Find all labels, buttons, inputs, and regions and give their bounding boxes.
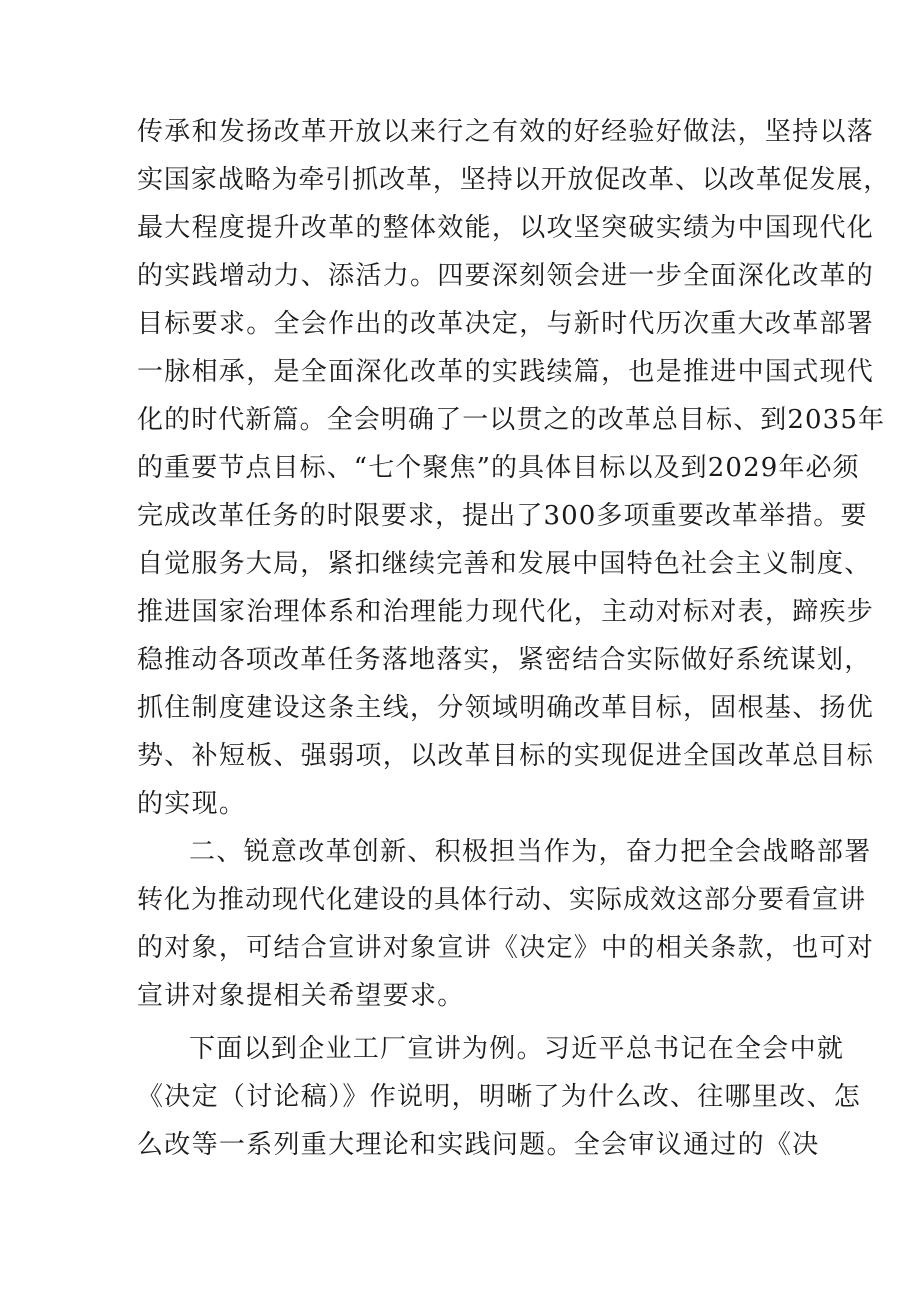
paragraph-2-line-1: 二、锐意改革创新、积极担当作为，奋力把全会战略部署 — [189, 837, 872, 867]
paragraph-1-line-13: 抓住制度建设这条主线，分领域明确改革目标，固根基、扬优 — [137, 693, 875, 723]
paragraph-1-line-9: 完成改革任务的时限要求，提出了300多项重要改革举措。要 — [137, 501, 868, 531]
paragraph-1-line-7: 化的时代新篇。全会明确了一以贯之的改革总目标、到2035年 — [137, 405, 886, 435]
paragraph-1-line-3: 最大程度提升改革的整体效能，以攻坚突破实绩为中国现代化 — [137, 213, 875, 243]
paragraph-3-line-1: 下面以到企业工厂宣讲为例。习近平总书记在全会中就 — [189, 1034, 845, 1064]
paragraph-1-line-1: 传承和发扬改革开放以来行之有效的好经验好做法，坚持以落 — [137, 117, 875, 147]
paragraph-2-line-2: 转化为推动现代化建设的具体行动、实际成效这部分要看宣讲 — [137, 885, 867, 915]
paragraph-1-line-4: 的实践增动力、添活力。四要深刻领会进一步全面深化改革的 — [137, 261, 875, 291]
paragraph-3-line-2: 《决定（讨论稿）》作说明，明晰了为什么改、往哪里改、怎 — [137, 1082, 862, 1112]
paragraph-1-line-14: 势、补短板、强弱项，以改革目标的实现促进全国改革总目标 — [137, 741, 875, 771]
paragraph-1-line-15: 的实现。 — [137, 789, 247, 819]
paragraph-1-line-11: 推进国家治理体系和治理能力现代化，主动对标对表，蹄疾步 — [137, 597, 875, 627]
paragraph-1-line-12: 稳推动各项改革任务落地落实，紧密结合实际做好系统谋划， — [137, 645, 872, 675]
paragraph-1-line-5: 目标要求。全会作出的改革决定，与新时代历次重大改革部署 — [137, 309, 875, 339]
paragraph-1-line-8: 的重要节点目标、“七个聚焦”的具体目标以及到2029年必须 — [137, 453, 860, 483]
paragraph-1-line-2: 实国家战略为牵引抓改革，坚持以开放促改革、以改革促发展， — [137, 165, 891, 195]
paragraph-3-line-3: 么改等一系列重大理论和实践问题。全会审议通过的《决 — [137, 1130, 820, 1160]
paragraph-2-line-3: 的对象，可结合宣讲对象宣讲《决定》中的相关条款，也可对 — [137, 933, 875, 963]
paragraph-1-line-10: 自觉服务大局，紧扣继续完善和发展中国特色社会主义制度、 — [137, 549, 872, 579]
paragraph-2-line-4: 宣讲对象提相关希望要求。 — [137, 981, 465, 1011]
paragraph-1-line-6: 一脉相承，是全面深化改革的实践续篇，也是推进中国式现代 — [137, 357, 875, 387]
